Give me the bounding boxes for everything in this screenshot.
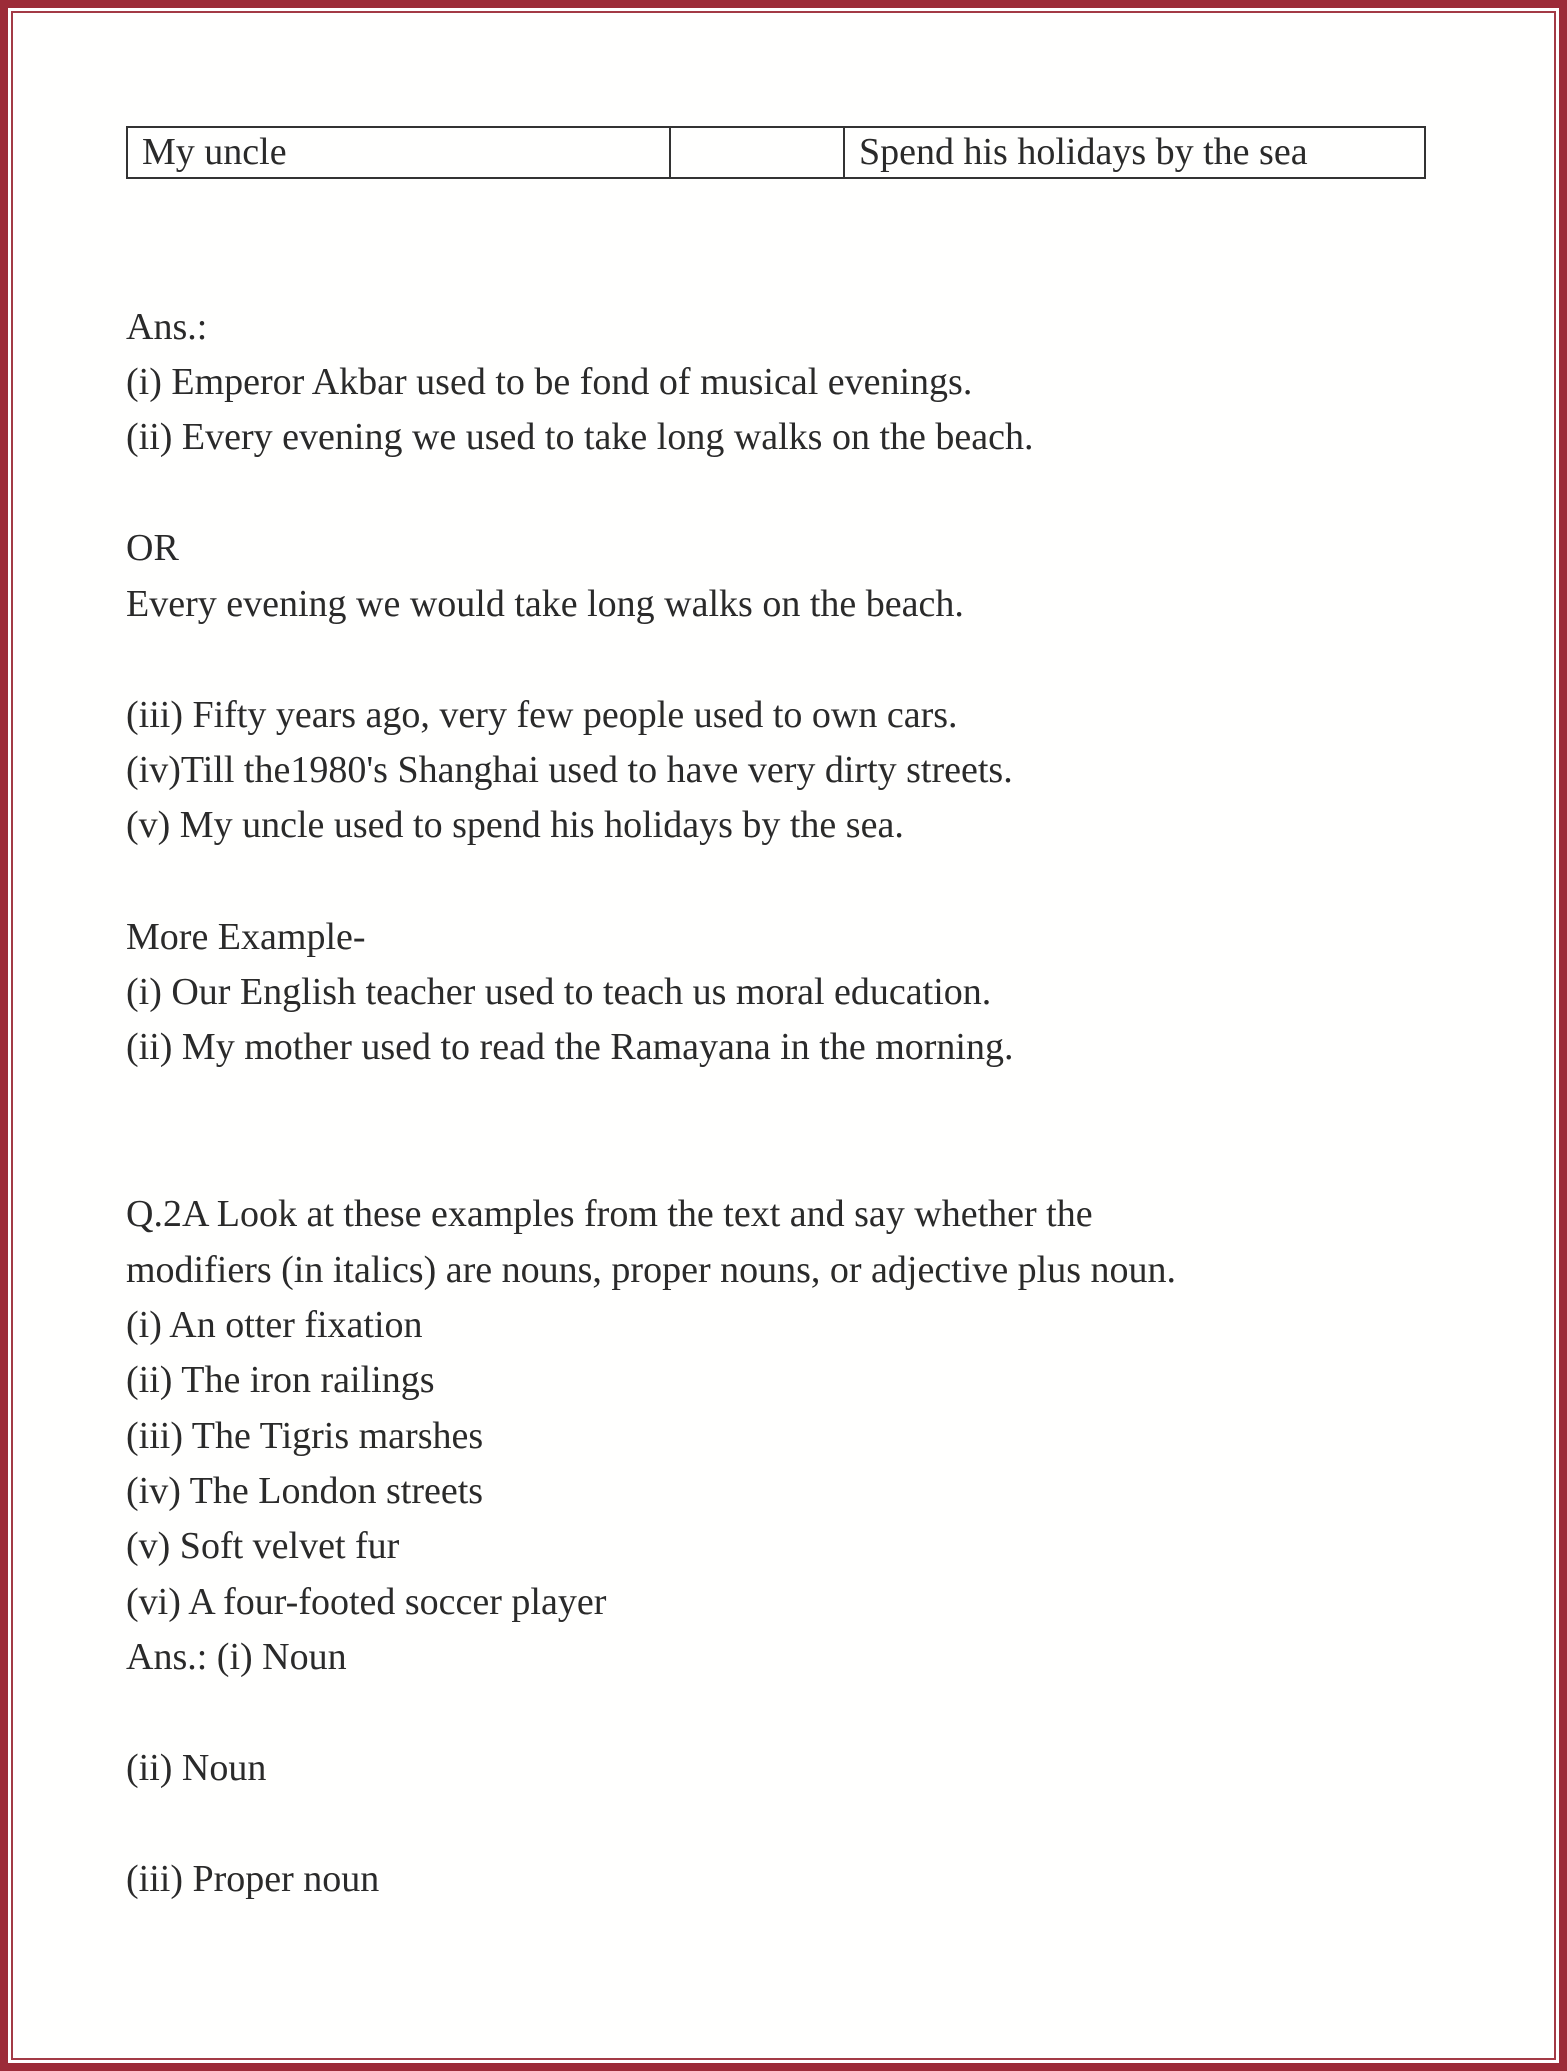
example-item: (i) Our English teacher used to teach us moral education. xyxy=(126,971,992,1013)
answer-item: (iii) Proper noun xyxy=(126,1858,380,1900)
question-item: (vi) A four-footed soccer player xyxy=(126,1581,607,1623)
more-examples-heading: More Example- xyxy=(126,916,366,958)
answer-item: (v) My uncle used to spend his holidays by the sea. xyxy=(126,804,904,846)
example-item: (ii) My mother used to read the Ramayana in the morning. xyxy=(126,1026,1014,1068)
used-to-table xyxy=(126,126,1426,179)
answer-item: (iv)Till the1980's Shanghai used to have very dirty streets. xyxy=(126,749,1013,791)
or-label: OR xyxy=(126,527,179,569)
question-item: (iii) The Tigris marshes xyxy=(126,1415,484,1457)
page-frame-outer xyxy=(8,8,1559,2063)
table-cell-activity: Spend his holidays by the sea xyxy=(844,127,1425,178)
answer-item: (ii) Noun xyxy=(126,1747,267,1789)
table-row xyxy=(127,127,1425,178)
or-item: Every evening we would take long walks on the beach. xyxy=(126,583,964,625)
answer-item: (ii) Every evening we used to take long walks on the beach. xyxy=(126,416,1034,458)
answers-heading: Ans.: xyxy=(126,306,208,348)
answer-item: (i) Emperor Akbar used to be fond of musical evenings. xyxy=(126,361,973,403)
table-cell-subject: My uncle xyxy=(127,127,670,178)
question-item: (v) Soft velvet fur xyxy=(126,1525,400,1567)
page-frame-inner xyxy=(11,11,1556,2060)
question-prompt-line-1: Q.2A Look at these examples from the text and say whether the xyxy=(126,1193,1093,1235)
document-page xyxy=(13,13,1554,2058)
question-item: (i) An otter fixation xyxy=(126,1304,423,1346)
question-item: (iv) The London streets xyxy=(126,1470,484,1512)
question-item: (ii) The iron railings xyxy=(126,1359,435,1401)
table-cell-empty xyxy=(670,127,844,178)
answer-item: (iii) Fifty years ago, very few people used to own cars. xyxy=(126,694,958,736)
answer-first: Ans.: (i) Noun xyxy=(126,1636,347,1678)
question-prompt-line-2: modifiers (in italics) are nouns, proper nouns, or adjective plus noun. xyxy=(126,1249,1177,1291)
